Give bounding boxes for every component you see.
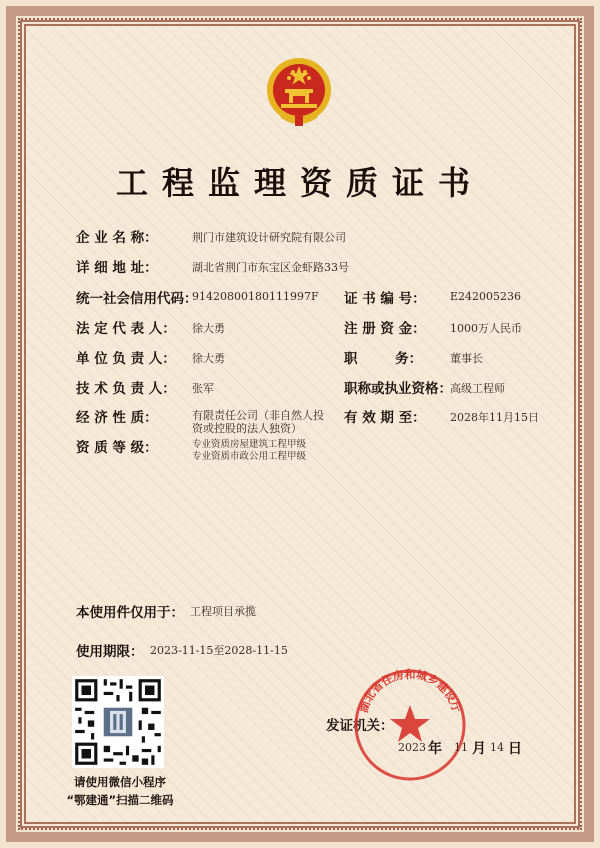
position-label: 职 务：	[344, 351, 423, 367]
qualification-value: 专业资质房屋建筑工程甲级 专业资质市政公用工程甲级	[192, 439, 307, 462]
usage-scope-label: 本使用件仅用于：	[76, 605, 184, 621]
credit-code-label: 统一社会信用代码：	[76, 291, 198, 307]
address-label: 详 细 地 址：	[76, 260, 158, 276]
certificate-title: 工程监理资质证书	[115, 164, 484, 202]
qr-caption-line2: “鄂建通”扫描二维码	[66, 793, 174, 807]
unit-head-label: 单 位 负 责 人：	[76, 351, 176, 367]
economic-nature-label: 经 济 性 质：	[76, 410, 158, 426]
registered-capital-label: 注 册 资 金：	[344, 321, 426, 337]
title-qualification-label: 职称或执业资格：	[344, 381, 452, 397]
legal-rep-label: 法 定 代 表 人：	[76, 321, 176, 337]
usage-period-label: 使用期限：	[76, 644, 144, 660]
position-value: 董事长	[450, 352, 483, 365]
company-name-value: 荆门市建筑设计研究院有限公司	[192, 231, 346, 244]
address-value: 湖北省荆门市东宝区金虾路33号	[192, 261, 349, 274]
tech-head-value: 张军	[192, 382, 214, 395]
issuer-label: 发证机关：	[326, 718, 394, 734]
issue-day: 14	[490, 741, 504, 754]
credit-code-value: 91420800180111997F	[192, 290, 319, 303]
legal-rep-value: 徐大勇	[192, 322, 225, 335]
usage-period-value: 2023-11-15至2028-11-15	[150, 644, 288, 657]
qr-caption-line1: 请使用微信小程序	[74, 775, 166, 789]
usage-scope-value: 工程项目承揽	[190, 605, 256, 618]
national-emblem-icon	[265, 56, 333, 128]
valid-until-label: 有 效 期 至：	[344, 410, 426, 426]
official-seal-icon	[350, 665, 470, 785]
cert-number-value: E242005236	[450, 290, 522, 303]
tech-head-label: 技 术 负 责 人：	[76, 381, 176, 397]
seal-text: 湖北省住房和城乡建设厅	[356, 667, 464, 715]
issue-year: 2023	[398, 741, 426, 754]
cert-number-label: 证 书 编 号：	[344, 291, 426, 307]
issue-year-char: 年	[428, 741, 442, 757]
company-name-label: 企 业 名 称：	[76, 230, 158, 246]
qr-code-icon[interactable]	[72, 676, 164, 768]
economic-nature-value: 有限责任公司（非自然人投资或控股的法人独资）	[192, 409, 324, 435]
qualification-label: 资 质 等 级：	[76, 440, 158, 456]
unit-head-value: 徐大勇	[192, 352, 225, 365]
issue-month-char: 月	[472, 741, 486, 757]
title-qualification-value: 高级工程师	[450, 382, 505, 395]
registered-capital-value: 1000万人民币	[450, 322, 522, 335]
issue-month: 11	[454, 741, 468, 754]
issue-day-char: 日	[508, 741, 522, 757]
valid-until-value: 2028年11月15日	[450, 411, 539, 424]
